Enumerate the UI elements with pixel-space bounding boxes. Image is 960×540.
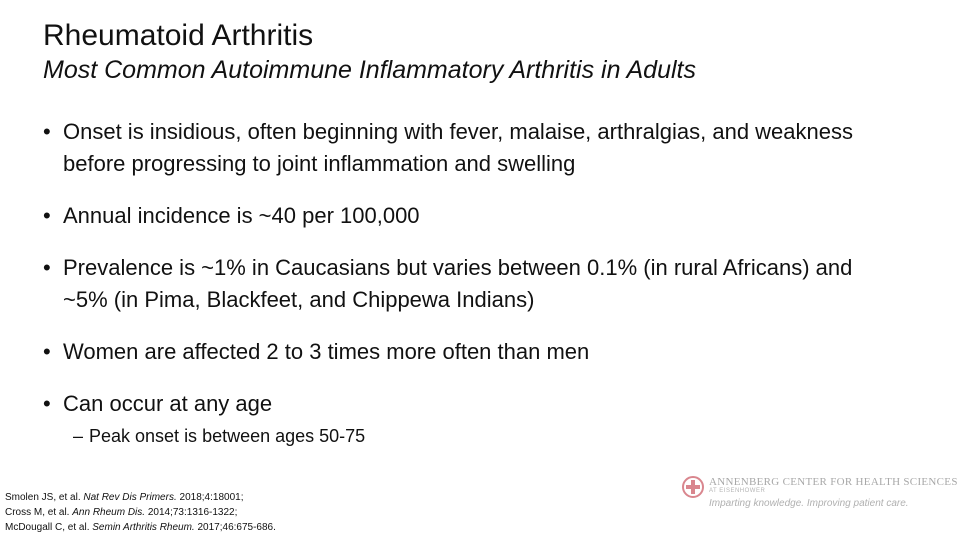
reference-details: 2014;73:1316-1322; bbox=[147, 507, 238, 518]
bullet-prevalence bbox=[43, 252, 903, 316]
bullet-dot: • bbox=[43, 339, 51, 364]
reference-journal: Nat Rev Dis Primers. bbox=[83, 492, 177, 503]
bullet-age bbox=[43, 388, 903, 420]
reference-item bbox=[5, 505, 276, 520]
reference-authors: Cross M, et al. bbox=[5, 507, 70, 518]
sub-bullet-dash: – bbox=[73, 426, 84, 446]
bullet-dot: • bbox=[43, 203, 51, 228]
bullet-women bbox=[43, 336, 903, 368]
bullet-onset bbox=[43, 116, 903, 180]
reference-item bbox=[5, 520, 276, 535]
reference-details: 2017;46:675-686. bbox=[197, 522, 276, 533]
bullet-dot: • bbox=[43, 391, 51, 416]
medical-cross-seal-icon bbox=[682, 476, 704, 498]
slide-subtitle: Most Common Autoimmune Inflammatory Arthritis in Adults bbox=[43, 56, 696, 84]
references bbox=[5, 490, 276, 535]
bullet-text: Can occur at any age bbox=[63, 391, 273, 416]
bullet-list bbox=[43, 116, 903, 448]
bullet-incidence bbox=[43, 200, 903, 232]
bullet-dot: • bbox=[43, 255, 51, 280]
reference-details: 2018;4:18001; bbox=[179, 492, 244, 503]
slide-title: Rheumatoid Arthritis bbox=[43, 19, 314, 52]
logo-subname: AT EISENHOWER bbox=[709, 488, 766, 494]
bullet-text: Onset is insidious, often beginning with fever, malaise, arthralgias, and weakness before progressing to joint inflammation and swelling bbox=[63, 119, 853, 176]
bullet-dot: • bbox=[43, 119, 51, 144]
reference-authors: Smolen JS, et al. bbox=[5, 492, 81, 503]
bullet-text: Women are affected 2 to 3 times more often than men bbox=[63, 339, 590, 364]
sub-bullet-peak-onset bbox=[73, 424, 903, 448]
sub-bullet-text: Peak onset is between ages 50-75 bbox=[89, 426, 366, 446]
annenberg-logo bbox=[682, 474, 958, 514]
reference-journal: Semin Arthritis Rheum. bbox=[92, 522, 195, 533]
logo-name: ANNENBERG CENTER FOR HEALTH SCIENCES bbox=[709, 476, 958, 488]
bullet-text: Annual incidence is ~40 per 100,000 bbox=[63, 203, 420, 228]
reference-journal: Ann Rheum Dis. bbox=[72, 507, 146, 518]
reference-authors: McDougall C, et al. bbox=[5, 522, 90, 533]
logo-tagline: Imparting knowledge. Improving patient care. bbox=[709, 498, 909, 509]
bullet-text: Prevalence is ~1% in Caucasians but varies between 0.1% (in rural Africans) and ~5% (in Pima, Blackfeet, and Chippewa Indians) bbox=[63, 255, 853, 312]
reference-item bbox=[5, 490, 276, 505]
